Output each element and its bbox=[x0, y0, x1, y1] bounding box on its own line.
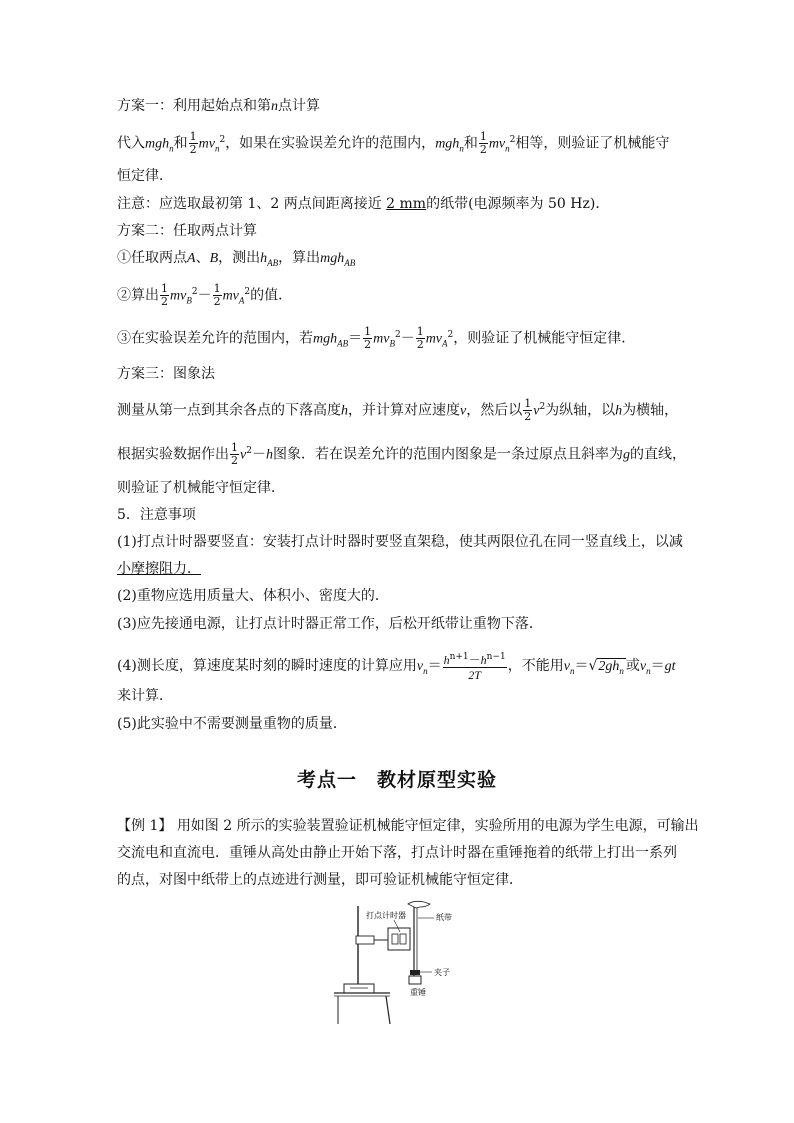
fraction-half: $\frac{1}{2}$ bbox=[231, 441, 238, 468]
note-item-4: (4)测长度，算速度某时刻的瞬时速度的计算应用$v_n=$ $\frac{h^{n+1}-h^{n-1}}{2T}$ ，不能用$v_n=√2gh_n$ 或$v_n=gt$ bbox=[117, 652, 676, 682]
plan2-title: 方案二：任取两点计算 bbox=[117, 223, 257, 239]
clip bbox=[410, 970, 420, 975]
note-item-1a: (1)打点计时器要竖直：安装打点计时器时要竖直架稳，使其两限位孔在同一竖直线上，以减 bbox=[117, 534, 683, 550]
fraction-half: $\frac{1}{2}$ bbox=[364, 325, 372, 352]
note-item-4-cont: 来计算． bbox=[117, 688, 173, 704]
fraction-velocity: $\frac{h^{n+1}-h^{n-1}}{2T}$ bbox=[443, 652, 506, 682]
apparatus-figure bbox=[330, 898, 490, 1026]
fraction-half: $\frac{1}{2}$ bbox=[524, 397, 532, 424]
table-leg bbox=[386, 996, 390, 1024]
example-line1: 【例 1】 用如图 2 所示的实验装置验证机械能守恒定律，实验所用的电源为学生电源，可输出 bbox=[117, 818, 699, 834]
plan2-step1: ①任取两点A、B，测出$h_{AB}$，算出mgh$_{AB}$ bbox=[117, 250, 356, 268]
fraction-half: $\frac{1}{2}$ bbox=[189, 130, 197, 157]
weight bbox=[409, 976, 421, 984]
plan3-line3: 则验证了机械能守恒定律． bbox=[117, 480, 285, 496]
section5-title: 5．注意事项 bbox=[117, 507, 196, 523]
note-item-2: (2)重物应选用质量大、体积小、密度大的． bbox=[117, 588, 389, 604]
sqrt-symbol: √ bbox=[588, 658, 598, 674]
stand-base bbox=[344, 984, 374, 993]
note-line: 注意：应选取最初第 1、2 两点间距离接近 2 mm的纸带(电源频率为 50 Hz)． bbox=[117, 196, 610, 212]
note-item-1b: 小摩擦阻力． bbox=[117, 561, 201, 577]
fraction-half: $\frac{1}{2}$ bbox=[213, 282, 221, 309]
plan1-formula-line: 代入mgh$_n$和 $\frac{1}{2}$ $mv_n^2$，如果在实验误差允许的范围内，mgh$_n$和 $\frac{1}{2}$ $mv_n^2$相等，则验证了机械能守 bbox=[117, 130, 670, 157]
note-item-5: (5)此实验中不需要测量重物的质量． bbox=[117, 716, 347, 732]
note-item-3: (3)应先接通电源，让打点计时器正常工作，后松开纸带让重物下落． bbox=[117, 616, 543, 632]
section-heading: 考点一 教材原型实验 bbox=[296, 769, 497, 791]
plan2-step2: ②算出 $\frac{1}{2}$ $mv_B^2-$ $\frac{1}{2}$ $mv_A^2$的值． bbox=[117, 282, 293, 309]
hand-holding-tape bbox=[408, 901, 430, 908]
fraction-half: $\frac{1}{2}$ bbox=[479, 130, 487, 157]
plan1-title: 方案一：利用起始点和第n点计算 bbox=[117, 98, 320, 114]
label-tape: 纸带 bbox=[436, 913, 452, 922]
plan3-title: 方案三：图象法 bbox=[117, 366, 215, 382]
plan3-line2: 根据实验数据作出 $\frac{1}{2}$ $v^2-h$图象．若在误差允许的范围内图象是一条过原点且斜率为g的直线， bbox=[117, 441, 686, 468]
plan1-text-cont: 恒定律． bbox=[117, 168, 173, 184]
plan2-step3: ③在实验误差允许的范围内，若mgh$_{AB}$＝ $\frac{1}{2}$ $mv_B^2-$ $\frac{1}{2}$ $mv_A^2$，则验证了机械能守恒定律． bbox=[117, 325, 636, 352]
plan3-line1: 测量从第一点到其余各点的下落高度h，并计算对应速度v，然后以 $\frac{1}{2}$ $v^2$为纵轴，以h为横轴， bbox=[117, 397, 679, 424]
label-timer: 打点计时器 bbox=[366, 911, 406, 920]
example-line2: 交流电和直流电．重锤从高处由静止开始下落，打点计时器在重锤拖着的纸带上打出一系列 bbox=[117, 845, 677, 861]
example-line3: 的点，对图中纸带上的点迹进行测量，即可验证机械能守恒定律． bbox=[117, 872, 523, 888]
label-clip: 夹子 bbox=[434, 968, 450, 977]
fraction-half: $\frac{1}{2}$ bbox=[416, 325, 424, 352]
timer-body bbox=[388, 928, 410, 950]
fraction-half: $\frac{1}{2}$ bbox=[161, 282, 168, 309]
label-weight: 重锤 bbox=[410, 988, 426, 997]
